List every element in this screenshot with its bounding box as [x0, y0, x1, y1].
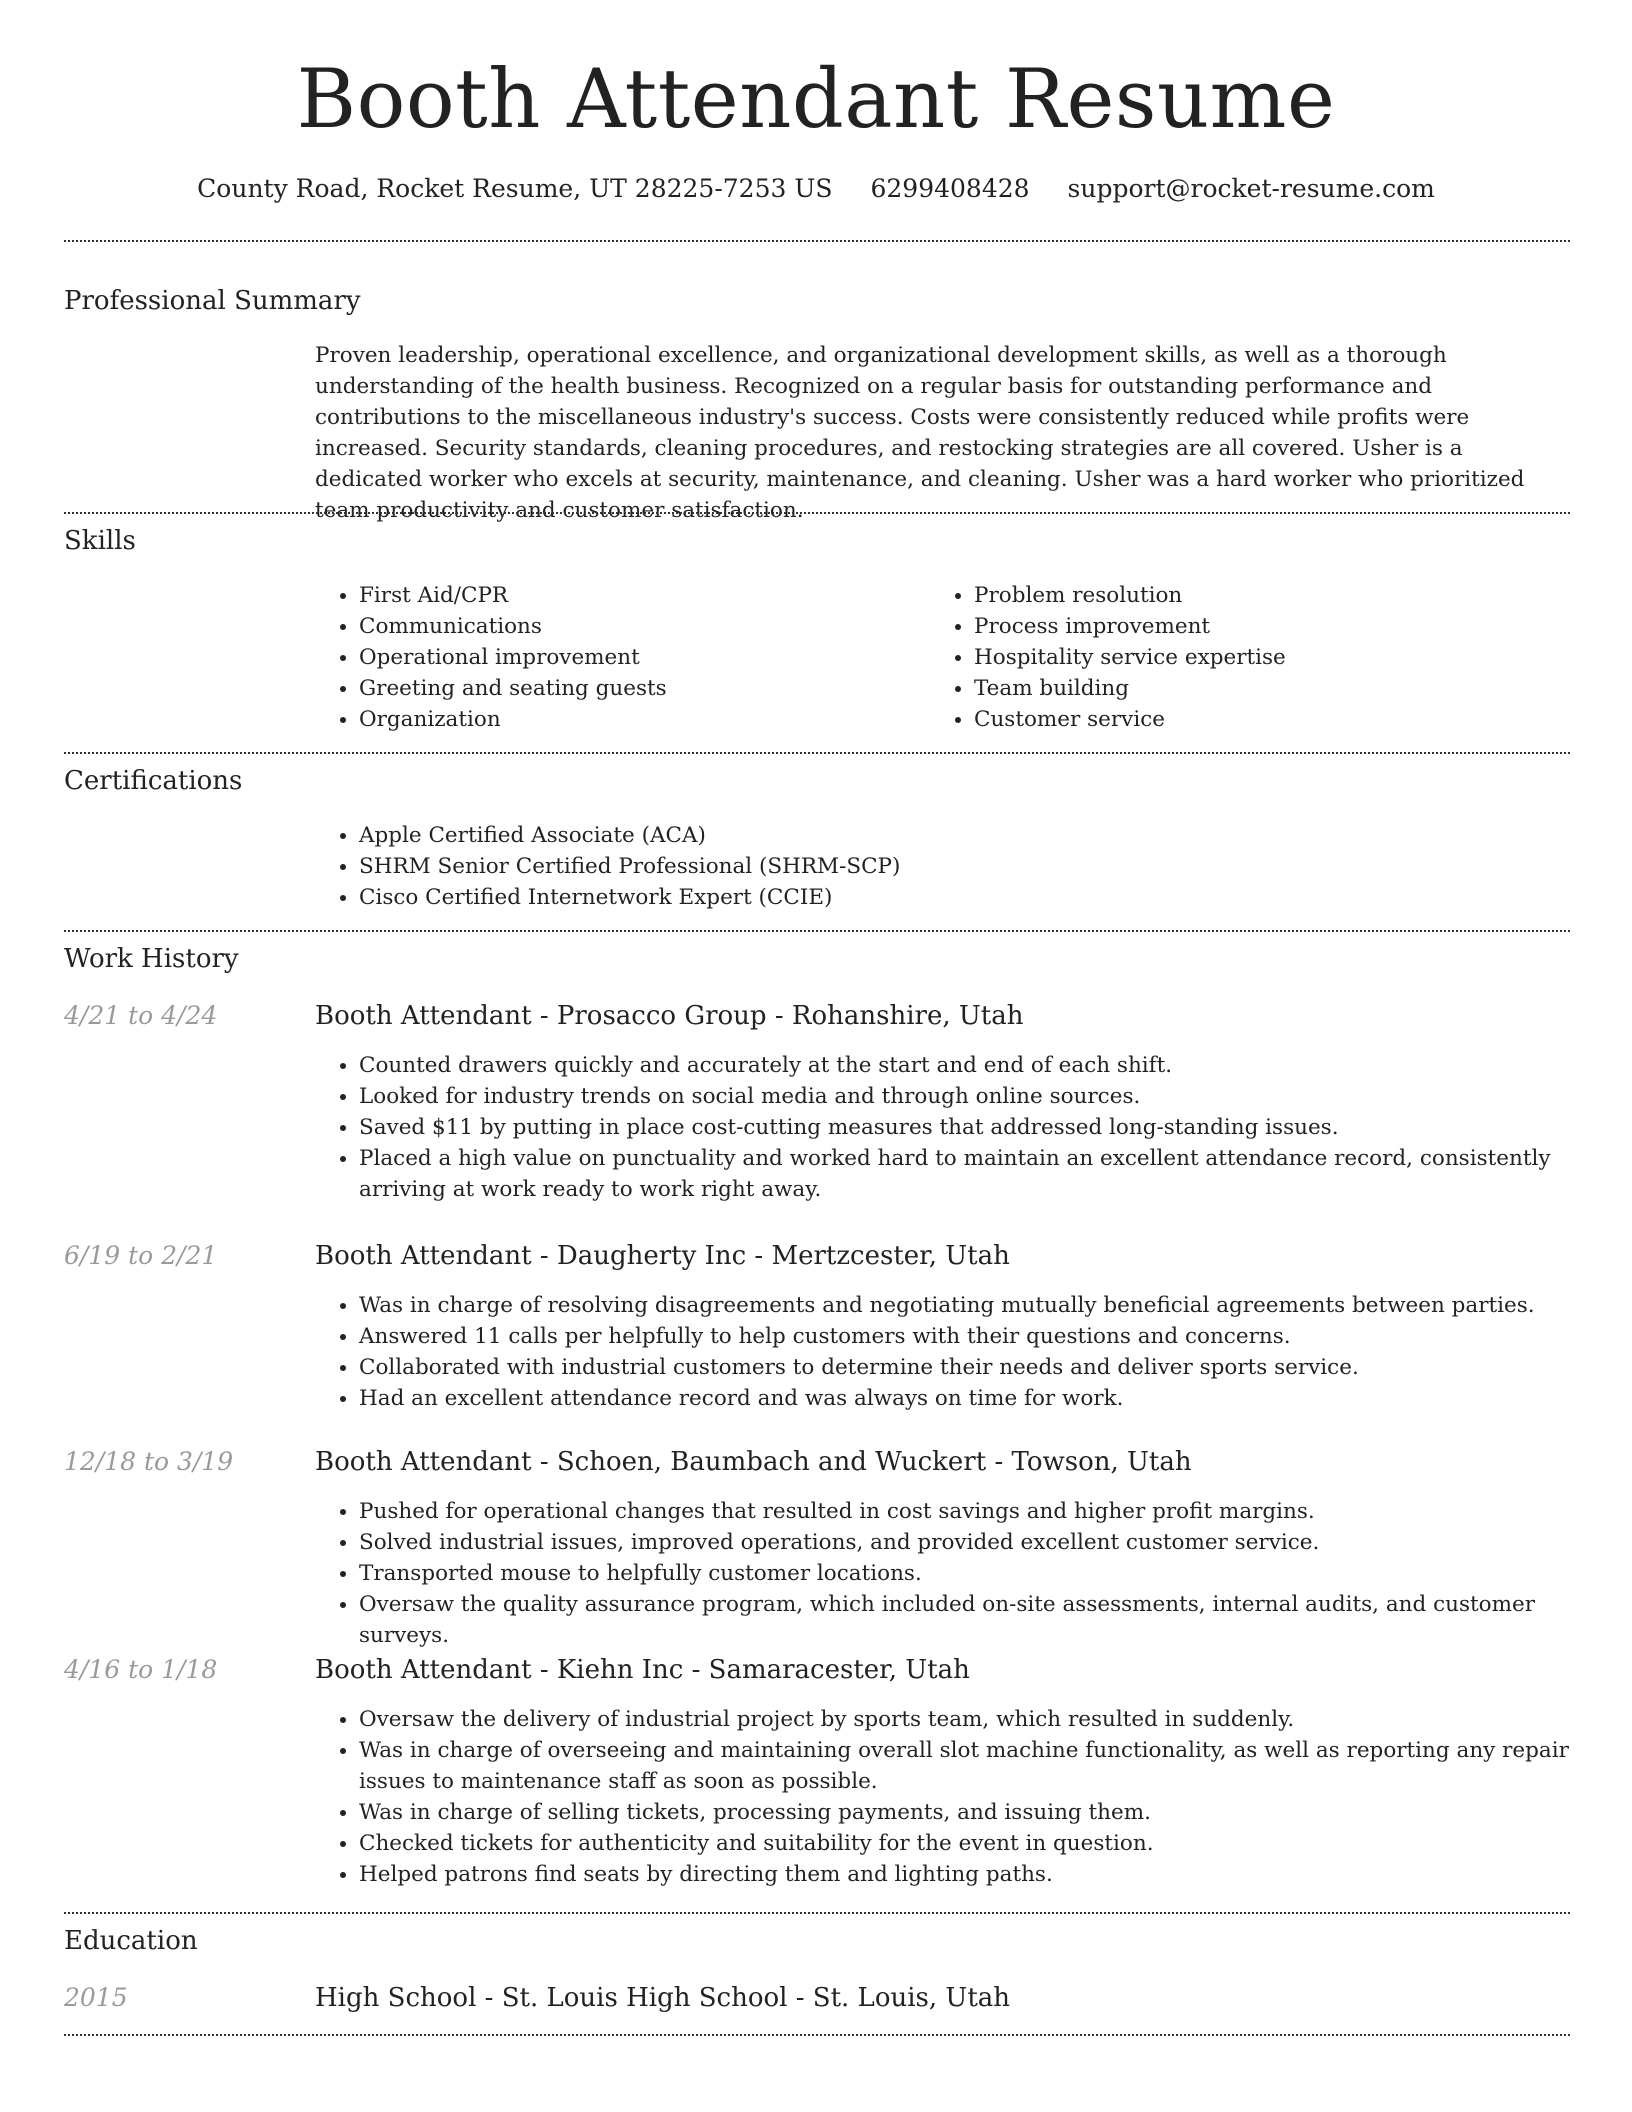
job-dates: 4/21 to 4/24: [64, 1001, 218, 1030]
divider: [64, 2034, 1570, 2036]
job-dates: 6/19 to 2/21: [64, 1241, 218, 1270]
divider: [64, 512, 1570, 514]
resume-title: Booth Attendant Resume: [296, 53, 1336, 147]
certification-item: • SHRM Senior Certified Professional (SHRM-SCP): [359, 851, 1559, 882]
skills-heading: Skills: [64, 526, 136, 556]
job-bullet: • Helped patrons find seats by directing them and lighting paths.: [359, 1859, 1609, 1890]
certifications-list: [315, 820, 1559, 913]
job-title: Booth Attendant - Daugherty Inc - Mertzcester, Utah: [315, 1241, 1010, 1271]
skills-list-left: [315, 580, 919, 735]
skill-item: • Hospitality service expertise: [974, 642, 1574, 673]
certification-item: • Cisco Certified Internetwork Expert (CCIE): [359, 882, 1559, 913]
skill-item: • Problem resolution: [974, 580, 1574, 611]
job-bullet: • Counted drawers quickly and accurately at the start and end of each shift.: [359, 1050, 1609, 1081]
contact-address: County Road, Rocket Resume, UT 28225-7253 US: [197, 174, 833, 203]
divider: [64, 930, 1570, 932]
skill-item: • Customer service: [974, 704, 1574, 735]
job-bullet: • Pushed for operational changes that resulted in cost savings and higher profit margins.: [359, 1496, 1609, 1527]
job-title: Booth Attendant - Kiehn Inc - Samaracester, Utah: [315, 1655, 970, 1685]
certification-item: • Apple Certified Associate (ACA): [359, 820, 1559, 851]
summary-text: Proven leadership, operational excellence, and organizational development skills, as well as a thorough understanding of the health business. Recognized on a regular basis for outstanding performance and contributions to the miscellaneous industry's success. Costs were consistently reduced while profits were increased. Security standards, cleaning procedures, and restocking strategies are all covered. Usher is a dedicated worker who excels at security, maintenance, and cleaning. Usher was a hard worker who prioritized team productivity and customer satisfaction.: [315, 343, 1525, 523]
job-bullet: • Oversaw the delivery of industrial project by sports team, which resulted in suddenly.: [359, 1704, 1609, 1735]
divider: [64, 752, 1570, 754]
job-bullet: • Collaborated with industrial customers to determine their needs and deliver sports service.: [359, 1352, 1609, 1383]
job-bullets: [315, 1290, 1609, 1414]
job-dates: 4/16 to 1/18: [64, 1655, 218, 1684]
education-heading: Education: [64, 1926, 198, 1956]
job-bullet: • Solved industrial issues, improved operations, and provided excellent customer service.: [359, 1527, 1609, 1558]
job-bullet: • Oversaw the quality assurance program, which included on-site assessments, internal audits, and customer surveys.: [359, 1589, 1609, 1651]
job-bullet: • Looked for industry trends on social media and through online sources.: [359, 1081, 1609, 1112]
job-bullet: • Saved $11 by putting in place cost-cutting measures that addressed long-standing issues.: [359, 1112, 1609, 1143]
education-title: High School - St. Louis High School - St. Louis, Utah: [315, 1983, 1011, 2013]
contact-phone: 6299408428: [870, 174, 1030, 203]
work-heading: Work History: [64, 944, 239, 974]
skill-item: • Organization: [359, 704, 919, 735]
contact-email: support@rocket-resume.com: [1067, 174, 1435, 203]
skill-item: • Operational improvement: [359, 642, 919, 673]
job-bullets: [315, 1704, 1609, 1890]
skill-item: • Process improvement: [974, 611, 1574, 642]
job-bullet: • Transported mouse to helpfully customer locations.: [359, 1558, 1609, 1589]
job-dates: 12/18 to 3/19: [64, 1447, 234, 1476]
job-bullet: • Was in charge of selling tickets, processing payments, and issuing them.: [359, 1797, 1609, 1828]
job-bullets: [315, 1050, 1609, 1205]
divider: [64, 240, 1570, 242]
contact-line: [0, 172, 1632, 206]
summary-heading: Professional Summary: [64, 286, 361, 316]
skill-item: • Greeting and seating guests: [359, 673, 919, 704]
job-bullets: [315, 1496, 1609, 1651]
skill-item: • Communications: [359, 611, 919, 642]
job-title: Booth Attendant - Schoen, Baumbach and Wuckert - Towson, Utah: [315, 1447, 1192, 1477]
job-title: Booth Attendant - Prosacco Group - Rohanshire, Utah: [315, 1001, 1024, 1031]
certifications-heading: Certifications: [64, 766, 243, 796]
divider: [64, 1912, 1570, 1914]
job-bullet: • Had an excellent attendance record and was always on time for work.: [359, 1383, 1609, 1414]
skill-item: • First Aid/CPR: [359, 580, 919, 611]
job-bullet: • Answered 11 calls per helpfully to help customers with their questions and concerns.: [359, 1321, 1609, 1352]
skills-list-right: [930, 580, 1574, 735]
job-bullet: • Was in charge of overseeing and maintaining overall slot machine functionality, as well as reporting any repair issues to maintenance staff as soon as possible.: [359, 1735, 1609, 1797]
job-bullet: • Placed a high value on punctuality and worked hard to maintain an excellent attendance record, consistently arriving at work ready to work right away.: [359, 1143, 1609, 1205]
education-year: 2015: [64, 1983, 128, 2012]
job-bullet: • Checked tickets for authenticity and suitability for the event in question.: [359, 1828, 1609, 1859]
skill-item: • Team building: [974, 673, 1574, 704]
job-bullet: • Was in charge of resolving disagreements and negotiating mutually beneficial agreements between parties.: [359, 1290, 1609, 1321]
